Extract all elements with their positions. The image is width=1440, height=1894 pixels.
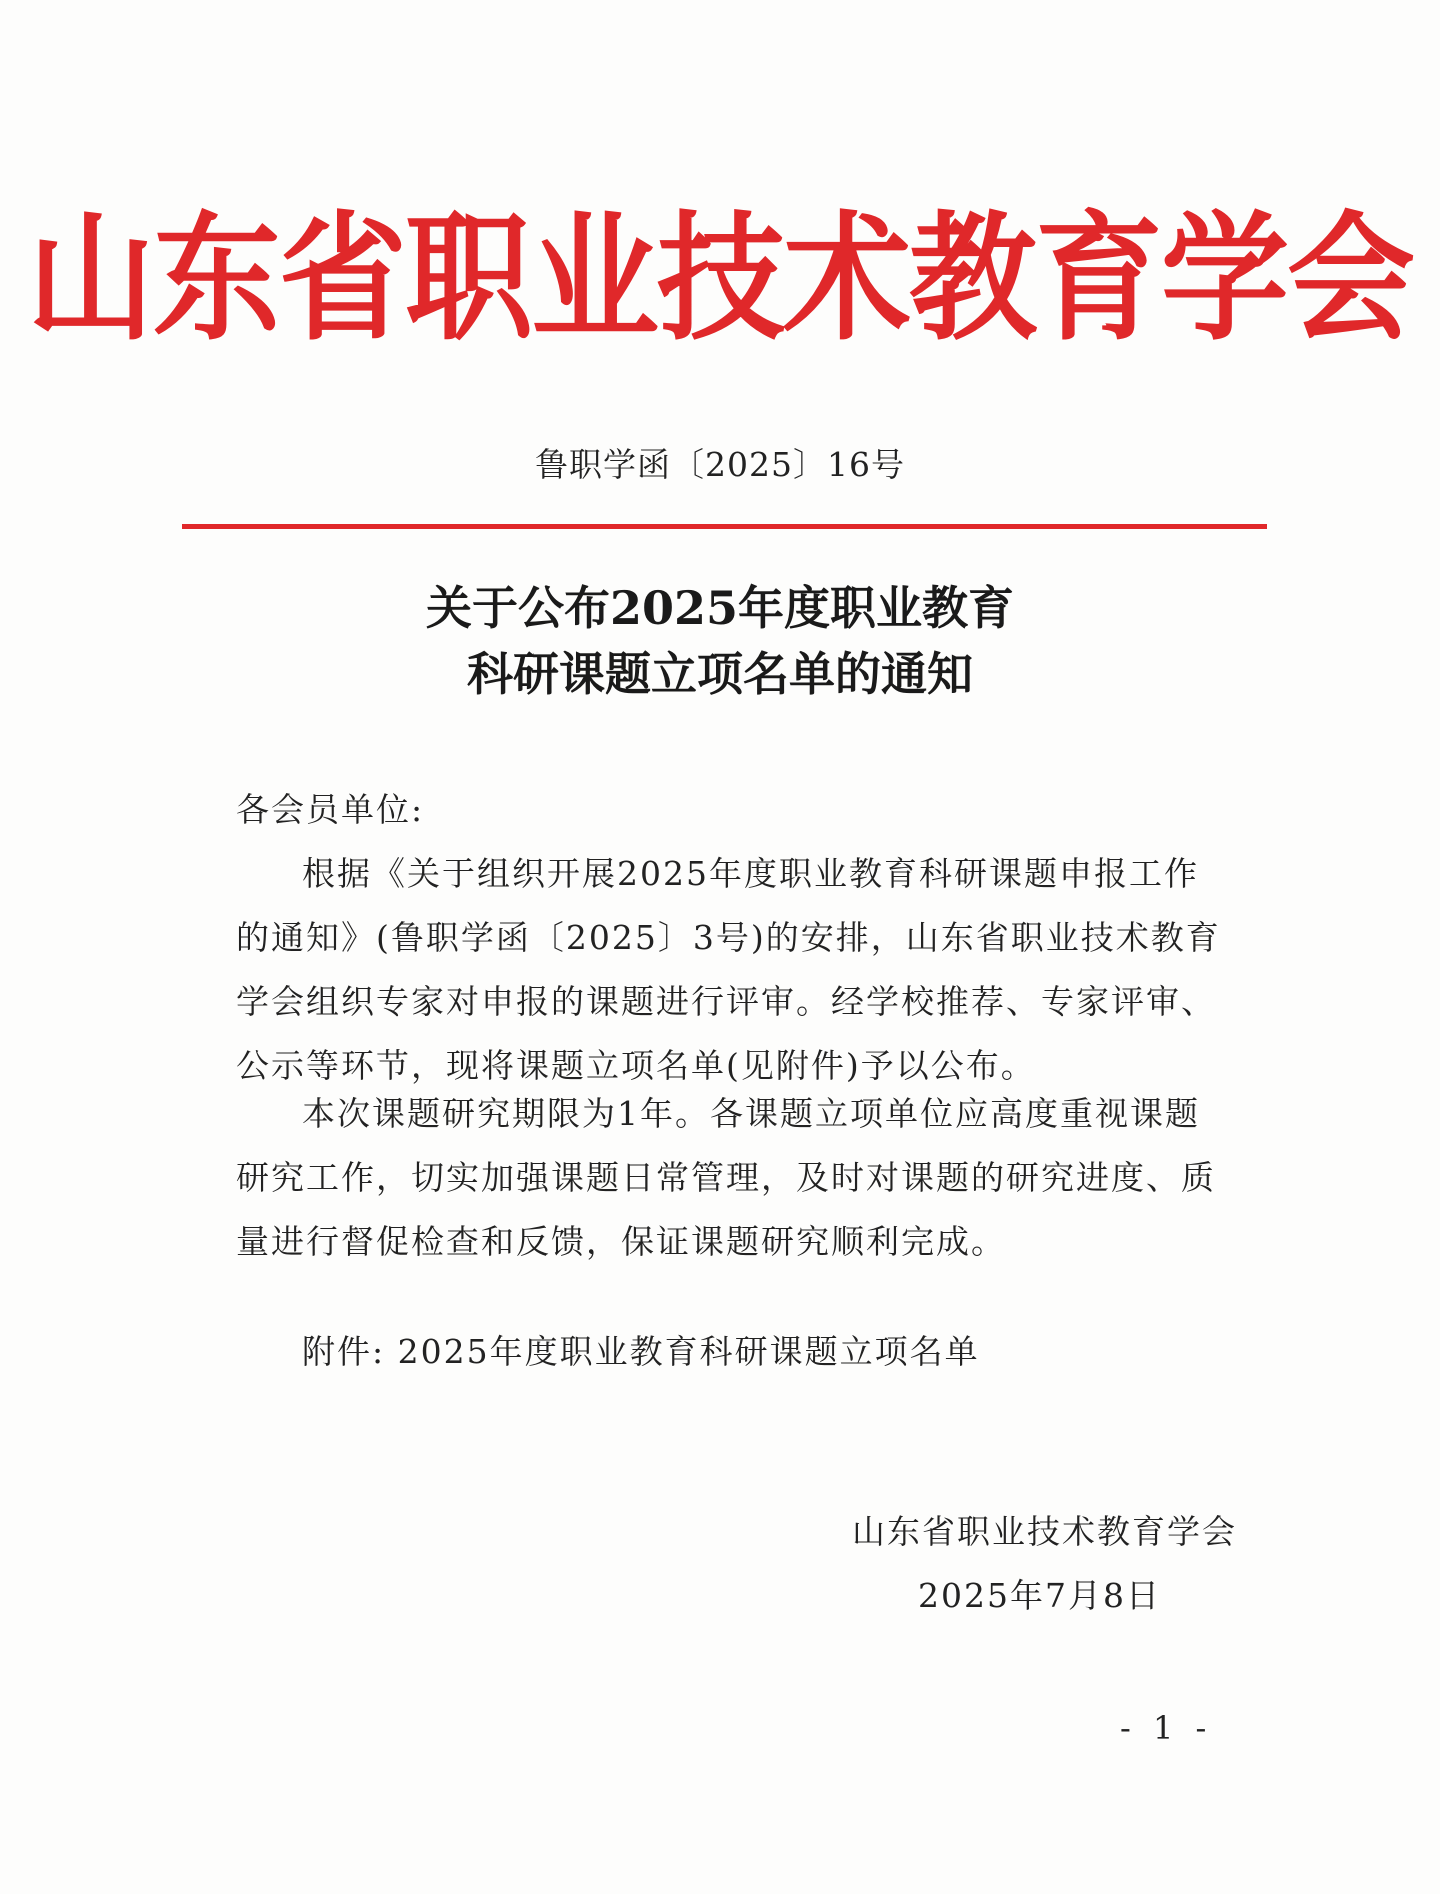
salutation: 各会员单位:: [236, 790, 425, 829]
attachment-line: 附件: 2025年度职业教育科研课题立项名单: [302, 1332, 980, 1371]
notice-title-line-2: 科研课题立项名单的通知: [467, 647, 973, 701]
notice-title: [0, 575, 1440, 707]
body-paragraph-1: 根据《关于组织开展2025年度职业教育科研课题申报工作的通知》(鲁职学函〔2025〕3号)的安排，山东省职业技术教育学会组织专家对申报的课题进行评审。经学校推荐、专家评审、公示等环节，现将课题立项名单(见附件)予以公布。: [236, 854, 1221, 1085]
signature-org: 山东省职业技术教育学会: [852, 1512, 1237, 1551]
body-paragraph-2: 本次课题研究期限为1年。各课题立项单位应高度重视课题研究工作，切实加强课题日常管理，及时对课题的研究进度、质量进行督促检查和反馈，保证课题研究顺利完成。: [236, 1094, 1216, 1261]
document-number: 鲁职学函〔2025〕16号: [535, 445, 905, 484]
page-number: - 1 -: [1120, 1709, 1213, 1747]
red-divider-line: [182, 524, 1267, 529]
letterhead-org-name: 山东省职业技术教育学会: [26, 199, 1413, 360]
notice-title-line-1: 关于公布2025年度职业教育: [425, 581, 1015, 635]
signature-date: 2025年7月8日: [918, 1576, 1161, 1615]
